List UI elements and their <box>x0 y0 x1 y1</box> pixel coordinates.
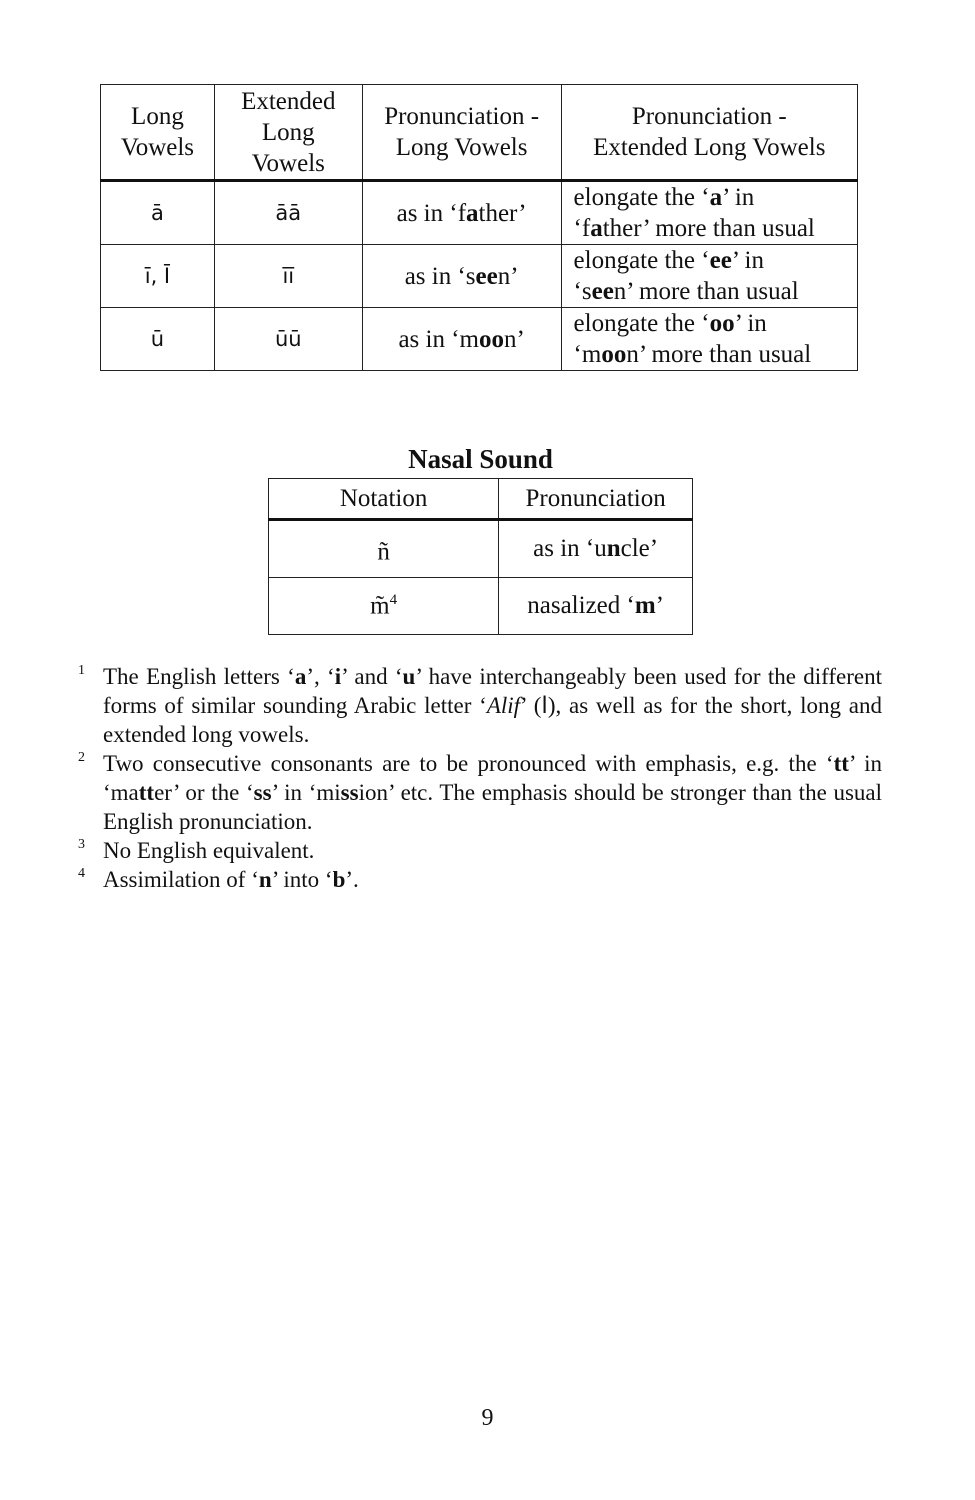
footnote-text-segment: er’ or the ‘ <box>154 780 254 805</box>
footnote-text-segment: ’ into ‘ <box>271 867 333 892</box>
footnote-text-segment: Alif <box>486 693 521 718</box>
header-pronunciation: Pronunciation <box>499 479 693 520</box>
footnote-text-segment: tt <box>833 751 849 776</box>
footnote-text-segment: ’ have interchangeably been used for the different forms of similar sounding Arabic letter ‘ <box>103 664 882 718</box>
footnote-text-segment: The English letters ‘ <box>103 664 295 689</box>
footnote-text-segment: ’ in ‘ma <box>103 751 882 805</box>
pronunciation-cell: nasalized ‘m’ <box>499 578 693 635</box>
notation-cell: m̃$^4$ <box>269 578 499 635</box>
footnote-text-segment: ion’ etc. The emphasis should be stronger than the usual English pronunciation. <box>103 780 882 834</box>
header-notation: Notation <box>269 479 499 520</box>
footnote-text-segment: ’ in ‘mi <box>271 780 341 805</box>
table-row <box>101 181 858 245</box>
footnote-2: 2 Two consecutive consonants are to be pronounced with emphasis, e.g. the ‘tt’ in ‘matter’ or the ‘ss’ in ‘mission’ etc. The emphasis should be stronger than the usual English pronunciation. <box>78 750 882 834</box>
footnote-text-segment: No English equivalent. <box>103 838 315 863</box>
footnote-text-segment: Two consecutive consonants are to be pronounced with emphasis, e.g. the ‘ <box>103 751 834 776</box>
long-vowels-header-row <box>101 85 858 181</box>
header-pronunciation-long: Pronunciation - Long Vowels <box>362 85 561 181</box>
nasal-sound-table <box>268 478 693 635</box>
table-row <box>269 578 693 635</box>
pronunciation-cell: as in ‘father’ <box>362 181 561 245</box>
extended-pronunciation-cell: elongate the ‘a’ in ‘father’ more than usual <box>561 181 857 245</box>
table-row <box>101 245 858 308</box>
nasal-sound-title: Nasal Sound <box>408 444 553 474</box>
footnote-1: 1 The English letters ‘a’, ‘i’ and ‘u’ have interchangeably been used for the different forms of similar sounding Arabic letter ‘Alif’ (ا), as well as for the short, long and extended long vowels. <box>78 663 882 747</box>
footnote-text-segment: b <box>332 867 346 892</box>
footnote-text-segment: u <box>402 664 416 689</box>
extended-vowel-cell: ūū <box>214 308 362 371</box>
footnote-text-segment: ss <box>340 780 359 805</box>
pronunciation-cell: as in ‘uncle’ <box>499 520 693 578</box>
footnote-text-segment: Assimilation of ‘ <box>103 867 259 892</box>
footnote-text-segment: ’, ‘ <box>306 664 335 689</box>
footnotes <box>78 662 882 894</box>
header-extended-long-vowels: Extended Long Vowels <box>214 85 362 181</box>
extended-pronunciation-cell: elongate the ‘ee’ in ‘seen’ more than usual <box>561 245 857 308</box>
header-pronunciation-extended: Pronunciation - Extended Long Vowels <box>561 85 857 181</box>
extended-vowel-cell: īī <box>214 245 362 308</box>
extended-vowel-cell: āā <box>214 181 362 245</box>
long-vowel-cell: ā <box>101 181 215 245</box>
pronunciation-cell: as in ‘moon’ <box>362 308 561 371</box>
notation-cell: ñ <box>269 520 499 578</box>
nasal-header-row <box>269 479 693 520</box>
footnote-text-segment: ’. <box>345 867 359 892</box>
long-vowels-table <box>100 84 858 371</box>
pronunciation-cell: as in ‘seen’ <box>362 245 561 308</box>
footnote-3: 3 No English equivalent. <box>78 837 315 863</box>
table-row <box>269 520 693 578</box>
footnote-text-segment: a <box>294 664 307 689</box>
header-long-vowels: Long Vowels <box>101 85 215 181</box>
long-vowel-cell: ī, Ī <box>101 245 215 308</box>
footnote-text-segment: ss <box>253 780 272 805</box>
footnote-text-segment: ’ (ا), as well as for the short, long and extended long vowels. <box>103 693 882 747</box>
long-vowel-cell: ū <box>101 308 215 371</box>
extended-pronunciation-cell: elongate the ‘oo’ in ‘moon’ more than usual <box>561 308 857 371</box>
footnote-text-segment: i <box>334 664 342 689</box>
footnote-text-segment: ’ and ‘ <box>341 664 403 689</box>
page-number: 9 <box>481 1405 494 1431</box>
footnote-4: 4 Assimilation of ‘n’ into ‘b’. <box>78 866 359 892</box>
table-row <box>101 308 858 371</box>
footnote-text-segment: tt <box>138 780 155 805</box>
footnote-text-segment: n <box>258 867 272 892</box>
